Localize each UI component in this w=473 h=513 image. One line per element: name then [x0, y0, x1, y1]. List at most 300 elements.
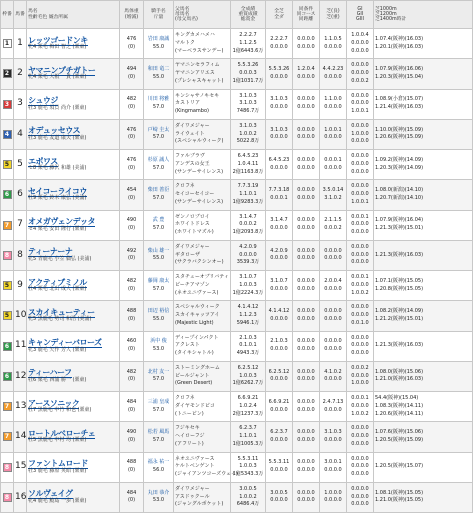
horse-name-link[interactable]: シュウジ [28, 96, 58, 106]
times-cell: 1.07.6(阪神)(15.06) 1.20.5(阪神)(15.09) [374, 422, 473, 452]
sire-name: ダイワメジャー [175, 122, 210, 129]
dam-name: アスドゥクール [175, 493, 210, 500]
broodsire-name: (Kingmambo) [175, 108, 209, 114]
broodsire-name: (サンデーサイレンス) [175, 198, 224, 205]
jockey-link[interactable]: 藤岡 康太 [147, 277, 170, 284]
horse-cell [27, 59, 120, 89]
jockey-link[interactable]: 岩田 康誠 [147, 35, 170, 42]
bloodline-cell [174, 331, 231, 361]
horse-name-link[interactable]: ロートルベローチェ [28, 428, 96, 438]
weight-cell: 492 (0) [120, 240, 144, 270]
jockey-weight: 57.0 [152, 225, 165, 232]
jockey-weight: 57.0 [152, 436, 165, 443]
jockey-weight: 53.0 [152, 497, 165, 504]
broodsire-name: (サクラバクシンオー) [175, 259, 224, 266]
umaban-cell: 6 [14, 180, 27, 210]
rec-all-cell: 6.2.3.7 1.1.0.1 1億1005.3万 [231, 422, 266, 452]
broodsire-name: (ジャングルポケット) [175, 501, 224, 508]
waku-badge: 5 [3, 160, 12, 169]
jockey-weight: 55.0 [152, 43, 165, 50]
rec-going-cell: 0.0.0.0 0.0.0.0 [293, 210, 320, 240]
horse-cell [27, 482, 120, 512]
jockey-cell [144, 240, 174, 270]
rec-course-cell: 6.4.5.23 0.0.0.0 [266, 150, 293, 180]
jockey-cell [144, 301, 174, 331]
horse-row [1, 150, 473, 180]
broodsire-name: (ネオユニヴァース) [175, 289, 219, 296]
waku-badge: 7 [3, 432, 12, 441]
rec-course-cell: 2.2.2.7 0.0.0.0 [266, 29, 293, 59]
waku-badge: 7 [3, 402, 12, 411]
horse-name-link[interactable]: アースソニック [28, 398, 80, 408]
rec-course-cell: 3.1.4.7 0.0.0.0 [266, 210, 293, 240]
waku-badge: 2 [3, 69, 12, 78]
horse-info: 牡3 鹿毛 須貝 尚介 (栗東) [28, 104, 87, 111]
weight-cell: 460 (0) [120, 331, 144, 361]
weight-cell: 476 (0) [120, 119, 144, 149]
sire-name: ファルブラヴ [175, 153, 205, 159]
bloodline-cell [174, 119, 231, 149]
rec-all-cell: 6.2.5.12 1.0.0.3 1億6262.7万 [231, 361, 266, 391]
bloodline-cell [174, 361, 231, 391]
rec-all-cell: 3.1.4.7 0.0.0.2 1億2093.8万 [231, 210, 266, 240]
rec-dist-cell: 0.0.0.0 0.0.0.0 [320, 240, 347, 270]
umaban-cell: 8 [14, 240, 27, 270]
waku-cell [1, 29, 14, 59]
broodsire-name: (プレシャスキャット) [175, 77, 224, 84]
header-rec-going: 同条件 同コース 同距離 [293, 1, 320, 29]
times-cell: 1.09.2(阪神)(14.09) 1.20.3(阪神)(14.09) [374, 150, 473, 180]
rec-dist-cell: 4.1.0.2 0.0.0.0 [320, 361, 347, 391]
umaban-cell: 1 [14, 29, 27, 59]
weight-cell: 482 (0) [120, 271, 144, 301]
horse-name-link[interactable]: オデュッセウス [28, 126, 81, 136]
times-cell: 1.08.9(小倉)(15.07) 1.21.4(阪神)(16.03) [374, 89, 473, 119]
horse-row [1, 180, 473, 210]
sire-name: ストーミングホーム [175, 364, 220, 371]
waku-cell [1, 452, 14, 482]
broodsire-name: (サンデーサイレンス) [175, 168, 224, 175]
rec-going-cell: 0.0.0.0 0.0.0.0 [293, 150, 320, 180]
waku-cell [1, 301, 14, 331]
dam-name: ライウェイト [175, 130, 205, 137]
jockey-cell [144, 210, 174, 240]
horse-row [1, 301, 473, 331]
jockey-link[interactable]: 松若 風馬 [147, 429, 170, 436]
bloodline-cell [174, 89, 231, 119]
jockey-link[interactable]: 杉原 誠人 [147, 156, 170, 163]
times-cell: 54.4(阪神)(15.04) 1.08.3(阪神)(14.11) 1.20.6(阪神)(14.11) [374, 392, 473, 422]
times-cell: 1.07.9(阪神)(16.06) 1.20.3(阪神)(15.04) [374, 59, 473, 89]
waku-badge: 1 [3, 39, 12, 48]
jockey-weight: 55.0 [152, 73, 165, 80]
bloodline-cell [174, 210, 231, 240]
jockey-weight: 55.0 [152, 255, 165, 262]
bloodline-cell [174, 29, 231, 59]
broodsire-name: (Majestic Light) [175, 319, 214, 326]
rec-all-cell: 7.7.3.19 1.1.0.1 1億9283.3万 [231, 180, 266, 210]
broodsire-name: (スペシャルウィーク) [175, 138, 224, 145]
umaban-cell: 10 [14, 301, 27, 331]
horse-cell [27, 452, 120, 482]
header-rec-course: 全芝 全ダ [266, 1, 293, 29]
jockey-link[interactable]: 田辺 裕信 [147, 308, 170, 315]
sire-name: スタチューオブリバティ [175, 274, 229, 280]
sire-name: キングカメハメハ [175, 32, 215, 38]
jockey-cell [144, 29, 174, 59]
rec-all-cell: 3.1.0.3 3.1.0.3 7486.7万 [231, 89, 266, 119]
jockey-weight: 56.0 [152, 467, 165, 474]
rec-all-cell: 2.1.0.3 0.1.0.1 4943.3万 [231, 331, 266, 361]
horse-info: 牡9 栗毛 鈴木 康弘 (美浦) [28, 195, 87, 202]
broodsire-name: (タイキシャトル) [175, 350, 214, 356]
rec-g-cell: 0.0.0.0 0.0.0.0 0.0.0.0 [347, 452, 374, 482]
horse-name-link[interactable]: キャンディーバローズ [28, 338, 102, 348]
waku-badge: 8 [3, 463, 12, 472]
horse-name-link[interactable]: レッツゴードンキ [28, 35, 88, 45]
header-jockey: 騎手名 斤量 [144, 1, 174, 29]
jockey-link[interactable]: 柴山 雄一 [147, 247, 170, 254]
rec-g-cell: 0.0.0.0 0.0.0.0 0.0.0.0 [347, 482, 374, 512]
umaban-cell: 11 [14, 331, 27, 361]
waku-badge: 6 [3, 342, 12, 351]
rec-dist-cell: 2.1.1.5 0.0.0.2 [320, 210, 347, 240]
umaban-cell: 14 [14, 422, 27, 452]
rec-dist-cell: 2.4.7.13 0.0.0.0 [320, 392, 347, 422]
rec-all-cell: 5.5.3.11 1.0.0.3 1億5343.3万 [231, 452, 266, 482]
jockey-weight: 57.0 [152, 376, 165, 383]
horse-name-link[interactable]: ティーナーナ [28, 247, 73, 257]
rec-going-cell: 0.0.0.0 0.0.0.0 [293, 180, 320, 210]
weight-cell: 484 (0) [120, 392, 144, 422]
rec-all-cell: 5.5.3.26 0.0.0.3 1億1031.7万 [231, 59, 266, 89]
jockey-link[interactable]: 柴田 善臣 [147, 187, 170, 194]
bloodline-cell [174, 59, 231, 89]
horse-name-link[interactable]: ファントムロード [28, 459, 88, 469]
rec-g-cell: 0.0.0.2 0.0.0.0 1.0.0.0 [347, 361, 374, 391]
rec-dist-cell: 0.0.0.1 0.0.0.0 [320, 150, 347, 180]
broodsire-name: (ジャイアンツコーズウェイ) [175, 471, 238, 477]
horse-name-link[interactable]: エポワス [28, 156, 58, 166]
rec-g-cell: 0.0.0.0 0.0.0.0 0.0.0.0 [347, 240, 374, 270]
horse-row [1, 482, 473, 512]
rec-course-cell: 6.6.9.21 0.0.0.0 [266, 392, 293, 422]
rec-course-cell: 3.1.0.7 0.0.0.0 [266, 271, 293, 301]
header-bloodline: 父馬名 母馬名 (母父馬名) [174, 1, 231, 29]
horse-info: 牡3 鹿毛 友道 康夫 (栗東) [28, 134, 87, 141]
horse-row [1, 29, 473, 59]
rec-all-cell: 4.2.0.9 0.0.0.0 3539.3万 [231, 240, 266, 270]
jockey-weight: 57.0 [152, 104, 165, 111]
broodsire-name: (トニービン) [175, 410, 204, 417]
header-waku: 枠番 [1, 1, 14, 29]
rec-g-cell: 1.0.0.4 0.0.0.0 0.0.0.0 [347, 29, 374, 59]
horse-info: 牝3 鹿毛 矢作 芳人 (栗東) [28, 346, 87, 353]
waku-badge: 6 [3, 190, 12, 199]
jockey-weight: 55.0 [152, 315, 165, 322]
waku-cell [1, 240, 14, 270]
rec-dist-cell: 1.0.0.0 0.0.0.0 [320, 482, 347, 512]
waku-cell [1, 89, 14, 119]
jockey-weight: 57.0 [152, 194, 165, 201]
rec-g-cell: 0.0.0.1 0.0.0.0 1.0.0.2 [347, 392, 374, 422]
horse-info: 牝4 鹿毛 鮫島 一歩 (栗東) [28, 497, 87, 504]
horse-info: 牡7 黒鹿毛 中竹 和也 (栗東) [28, 407, 92, 414]
waku-badge: 5 [3, 281, 12, 290]
horse-info: 牡6 栗毛 西浦 勝一 (栗東) [28, 376, 87, 383]
bloodline-cell [174, 482, 231, 512]
rec-dist-cell: 3.1.0.3 0.0.0.0 [320, 422, 347, 452]
dam-name: アクレスト [175, 342, 200, 349]
dam-name: セイコーセイコー [175, 191, 215, 197]
waku-cell [1, 119, 14, 149]
rec-course-cell: 4.2.0.9 0.0.0.0 [266, 240, 293, 270]
sire-name: キンシャサノキセキ [175, 92, 220, 99]
waku-badge: 5 [3, 311, 12, 320]
jockey-link[interactable]: 和田 竜二 [147, 66, 170, 73]
sire-name: クロフネ [175, 395, 195, 401]
dam-name: ビールジャント [175, 372, 210, 379]
horse-row [1, 271, 473, 301]
dam-name: ヘイローフジ [175, 433, 205, 439]
dam-name: ヤマニンアリエス [175, 70, 215, 76]
rec-dist-cell: 0.0.0.0 0.0.0.0 [320, 331, 347, 361]
rec-all-cell: 4.1.4.12 1.1.2.3 5946.1万 [231, 301, 266, 331]
horse-cell [27, 301, 120, 331]
sire-name: ディープインパクト [175, 334, 219, 341]
bloodline-cell [174, 422, 231, 452]
rec-going-cell: 0.0.0.0 0.0.0.0 [293, 482, 320, 512]
waku-badge: 4 [3, 130, 12, 139]
rec-dist-cell: 1.1.0.5 0.0.0.0 [320, 29, 347, 59]
rec-going-cell: 0.0.0.0 0.0.0.0 [293, 29, 320, 59]
rec-g-cell: 0.0.0.0 1.0.0.0 0.0.0.0 [347, 119, 374, 149]
rec-course-cell: 3.1.0.3 0.0.0.0 [266, 119, 293, 149]
horse-name-link[interactable]: ティーハーフ [28, 368, 72, 378]
waku-cell [1, 422, 14, 452]
waku-badge: 7 [3, 221, 12, 230]
waku-cell [1, 361, 14, 391]
jockey-weight: 57.0 [152, 285, 165, 292]
times-cell: 1.07.9(阪神)(16.04) 1.21.3(阪神)(15.01) [374, 210, 473, 240]
rec-course-cell: 7.7.3.18 0.0.0.1 [266, 180, 293, 210]
horse-row [1, 452, 473, 482]
rec-dist-cell: 1.0.0.1 0.0.0.0 [320, 119, 347, 149]
rec-all-cell: 6.6.9.21 1.0.2.4 2億1237.3万 [231, 392, 266, 422]
waku-badge: 3 [3, 100, 12, 109]
bloodline-cell [174, 180, 231, 210]
waku-cell [1, 180, 14, 210]
horse-info: 牡5 黒鹿毛 中村 均 (栗東) [28, 437, 87, 444]
times-cell: 1.08.0(阪神)(15.06) 1.21.0(阪神)(16.03) [374, 361, 473, 391]
jockey-link[interactable]: 武 豊 [152, 217, 165, 224]
rec-dist-cell: 2.0.0.4 0.0.0.0 [320, 271, 347, 301]
rec-going-cell: 0.0.0.0 0.0.0.0 [293, 452, 320, 482]
bloodline-cell [174, 150, 231, 180]
horse-info: 牡3 鹿毛 藤原 英昭 (栗東) [28, 467, 87, 474]
horse-cell [27, 392, 120, 422]
rec-going-cell: 0.0.0.0 0.0.0.0 [293, 392, 320, 422]
horse-info: 牝4 栗毛 大根 一貴 (栗東) [28, 74, 87, 81]
rec-g-cell: 0.0.0.0 0.0.0.0 0.0.1.0 [347, 301, 374, 331]
umaban-cell: 16 [14, 482, 27, 512]
horse-cell [27, 331, 120, 361]
jockey-link[interactable]: 丸田 恭介 [147, 489, 170, 496]
rec-g-cell: 0.0.0.1 0.0.0.0 0.0.0.0 [347, 210, 374, 240]
umaban-cell: 2 [14, 59, 27, 89]
weight-cell: 488 (0) [120, 452, 144, 482]
dam-name: ホワイトドレス [175, 221, 210, 228]
horse-name-link[interactable]: ヤマニンプチガトー [28, 65, 96, 75]
jockey-weight: 57.0 [152, 134, 165, 141]
sire-name: ネオユニヴァース [175, 455, 215, 462]
jockey-link[interactable]: 川田 将雅 [147, 96, 170, 103]
dam-name: マルトク [175, 39, 195, 46]
rec-going-cell: 0.0.0.0 0.0.0.0 [293, 422, 320, 452]
jockey-link[interactable]: 浜中 俊 [150, 338, 167, 345]
sire-name: クロフネ [175, 183, 195, 190]
weight-cell: 488 (0) [120, 301, 144, 331]
bloodline-cell [174, 271, 231, 301]
broodsire-name: (Green Desert) [175, 380, 213, 387]
weight-cell: 494 (0) [120, 59, 144, 89]
umaban-cell: 7 [14, 210, 27, 240]
times-cell: 1.07.1(阪神)(15.05) 1.20.8(阪神)(15.05) [374, 271, 473, 301]
waku-cell [1, 59, 14, 89]
weight-cell: 482 (0) [120, 361, 144, 391]
umaban-cell: 13 [14, 392, 27, 422]
rec-dist-cell: 4.4.2.23 0.0.0.0 [320, 59, 347, 89]
weight-cell: 490 (0) [120, 210, 144, 240]
waku-badge: 6 [3, 372, 12, 381]
horse-name-link[interactable]: オメガヴェンデッタ [28, 217, 95, 227]
sire-name: ゼンノロブロイ [175, 213, 210, 220]
umaban-cell: 15 [14, 452, 27, 482]
horse-row [1, 59, 473, 89]
dam-name: ギタローザ [175, 251, 200, 258]
weight-cell: 490 (0) [120, 422, 144, 452]
bloodline-cell [174, 452, 238, 482]
times-cell: 1.20.5(阪神)(15.07) [374, 452, 473, 482]
horse-cell [27, 361, 120, 391]
weight-cell: 476 (0) [120, 150, 144, 180]
horse-name-link[interactable]: スカイキューティー [28, 307, 95, 317]
horse-cell [27, 29, 120, 59]
table-header-row [1, 1, 473, 29]
jockey-cell [144, 482, 174, 512]
umaban-cell: 4 [14, 119, 27, 149]
dam-name: スカイキャッツアイ [175, 312, 220, 318]
horse-row [1, 210, 473, 240]
header-umaban: 馬番 [14, 1, 27, 29]
bloodline-cell [174, 240, 231, 270]
bloodline-cell [174, 392, 231, 422]
horse-row [1, 361, 473, 391]
rec-going-cell: 0.0.0.0 0.0.0.0 [293, 361, 320, 391]
rec-course-cell: 5.5.3.26 0.0.0.0 [266, 59, 293, 89]
jockey-cell [144, 89, 174, 119]
jockey-cell [144, 361, 174, 391]
rec-all-cell: 3.1.0.3 1.0.0.2 5022.8万 [231, 119, 266, 149]
horse-info: セ4 栗毛 安田 隆行 (栗東) [28, 225, 87, 232]
horse-row [1, 422, 473, 452]
umaban-cell: 12 [14, 361, 27, 391]
rec-going-cell: 0.0.0.0 0.0.0.0 [293, 331, 320, 361]
horse-row [1, 240, 473, 270]
header-rec-dist: 芝(良) 芝(重) [320, 1, 347, 29]
rec-all-cell: 3.1.0.7 1.0.0.3 1億2224.3万 [231, 271, 266, 301]
rec-dist-cell: 3.0.0.1 0.0.0.0 [320, 452, 347, 482]
sire-name: フジキセキ [175, 425, 200, 432]
horse-cell [27, 180, 120, 210]
horse-row [1, 89, 473, 119]
horse-name-link[interactable]: セイコーライコウ [28, 186, 87, 196]
rec-course-cell: 6.2.5.12 0.0.0.0 [266, 361, 293, 391]
umaban-cell: 9 [14, 271, 27, 301]
jockey-weight: 53.0 [152, 346, 165, 353]
horse-row [1, 331, 473, 361]
sire-name: スペシャルウィーク [175, 304, 220, 311]
dam-name: カストリア [175, 100, 201, 107]
horse-row [1, 392, 473, 422]
umaban-cell: 5 [14, 150, 27, 180]
weight-cell: 484 (0) [120, 482, 144, 512]
header-horse: 馬名 性齢毛色 厩舎所属 [27, 1, 120, 29]
waku-badge: 8 [3, 251, 12, 260]
rec-course-cell: 5.5.3.11 0.0.0.0 [266, 452, 293, 482]
jockey-cell [144, 59, 174, 89]
waku-cell [1, 482, 14, 512]
horse-cell [27, 422, 120, 452]
dam-name: アンデスの女王 [175, 160, 210, 167]
horse-cell [27, 119, 120, 149]
horse-info: 牝4 栗毛 梅田 智之 (栗東) [28, 44, 87, 51]
weight-cell: 482 (0) [120, 89, 144, 119]
times-cell: 1.08.0(新潟)(14.10) 1.20.7(新潟)(14.10) [374, 180, 473, 210]
umaban-cell: 3 [14, 89, 27, 119]
rec-dist-cell: 1.1.0.0 0.0.0.0 [320, 89, 347, 119]
dam-name: ケルトベンゲント [175, 463, 215, 470]
rec-g-cell: 0.0.0.0 0.0.0.0 1.0.0.1 [347, 180, 374, 210]
waku-cell [1, 271, 14, 301]
jockey-link[interactable]: 北村 友一 [147, 368, 170, 375]
jockey-cell [144, 392, 174, 422]
jockey-cell [144, 180, 174, 210]
jockey-link[interactable]: 三浦 皇成 [147, 398, 170, 405]
horse-cell [27, 210, 120, 240]
horse-name-link[interactable]: ソルヴェイグ [28, 489, 73, 499]
jockey-link[interactable]: 戸崎 圭太 [147, 126, 170, 133]
rec-g-cell: 0.0.0.1 0.0.0.0 1.0.0.2 [347, 271, 374, 301]
rec-g-cell: 0.0.0.0 0.0.0.0 0.0.0.0 [347, 150, 374, 180]
dam-name: ビーチアマゾン [175, 281, 210, 288]
waku-cell [1, 150, 14, 180]
rec-all-cell: 2.2.2.7 1.1.2.5 1億6443.6万 [231, 29, 266, 59]
jockey-link[interactable]: 福永 祐一 [147, 459, 170, 466]
horse-cell [27, 150, 120, 180]
rec-all-cell: 3.0.0.5 1.0.0.2 6486.4万 [231, 482, 266, 512]
rec-g-cell: 0.0.0.0 0.0.0.0 0.0.0.2 [347, 59, 374, 89]
rec-going-cell: 0.0.0.0 0.0.0.0 [293, 301, 320, 331]
sire-name: ダイワメジャー [175, 485, 210, 492]
horse-name-link[interactable]: アクティブミノル [28, 277, 87, 287]
times-cell: 1.10.0(阪神)(15.09) 1.20.6(阪神)(15.09) [374, 119, 473, 149]
rec-going-cell: 0.0.0.0 0.0.0.0 [293, 271, 320, 301]
weight-cell: 454 (0) [120, 180, 144, 210]
rec-course-cell: 4.1.4.12 0.0.0.0 [266, 301, 293, 331]
jockey-cell [144, 452, 174, 482]
jockey-cell [144, 422, 174, 452]
